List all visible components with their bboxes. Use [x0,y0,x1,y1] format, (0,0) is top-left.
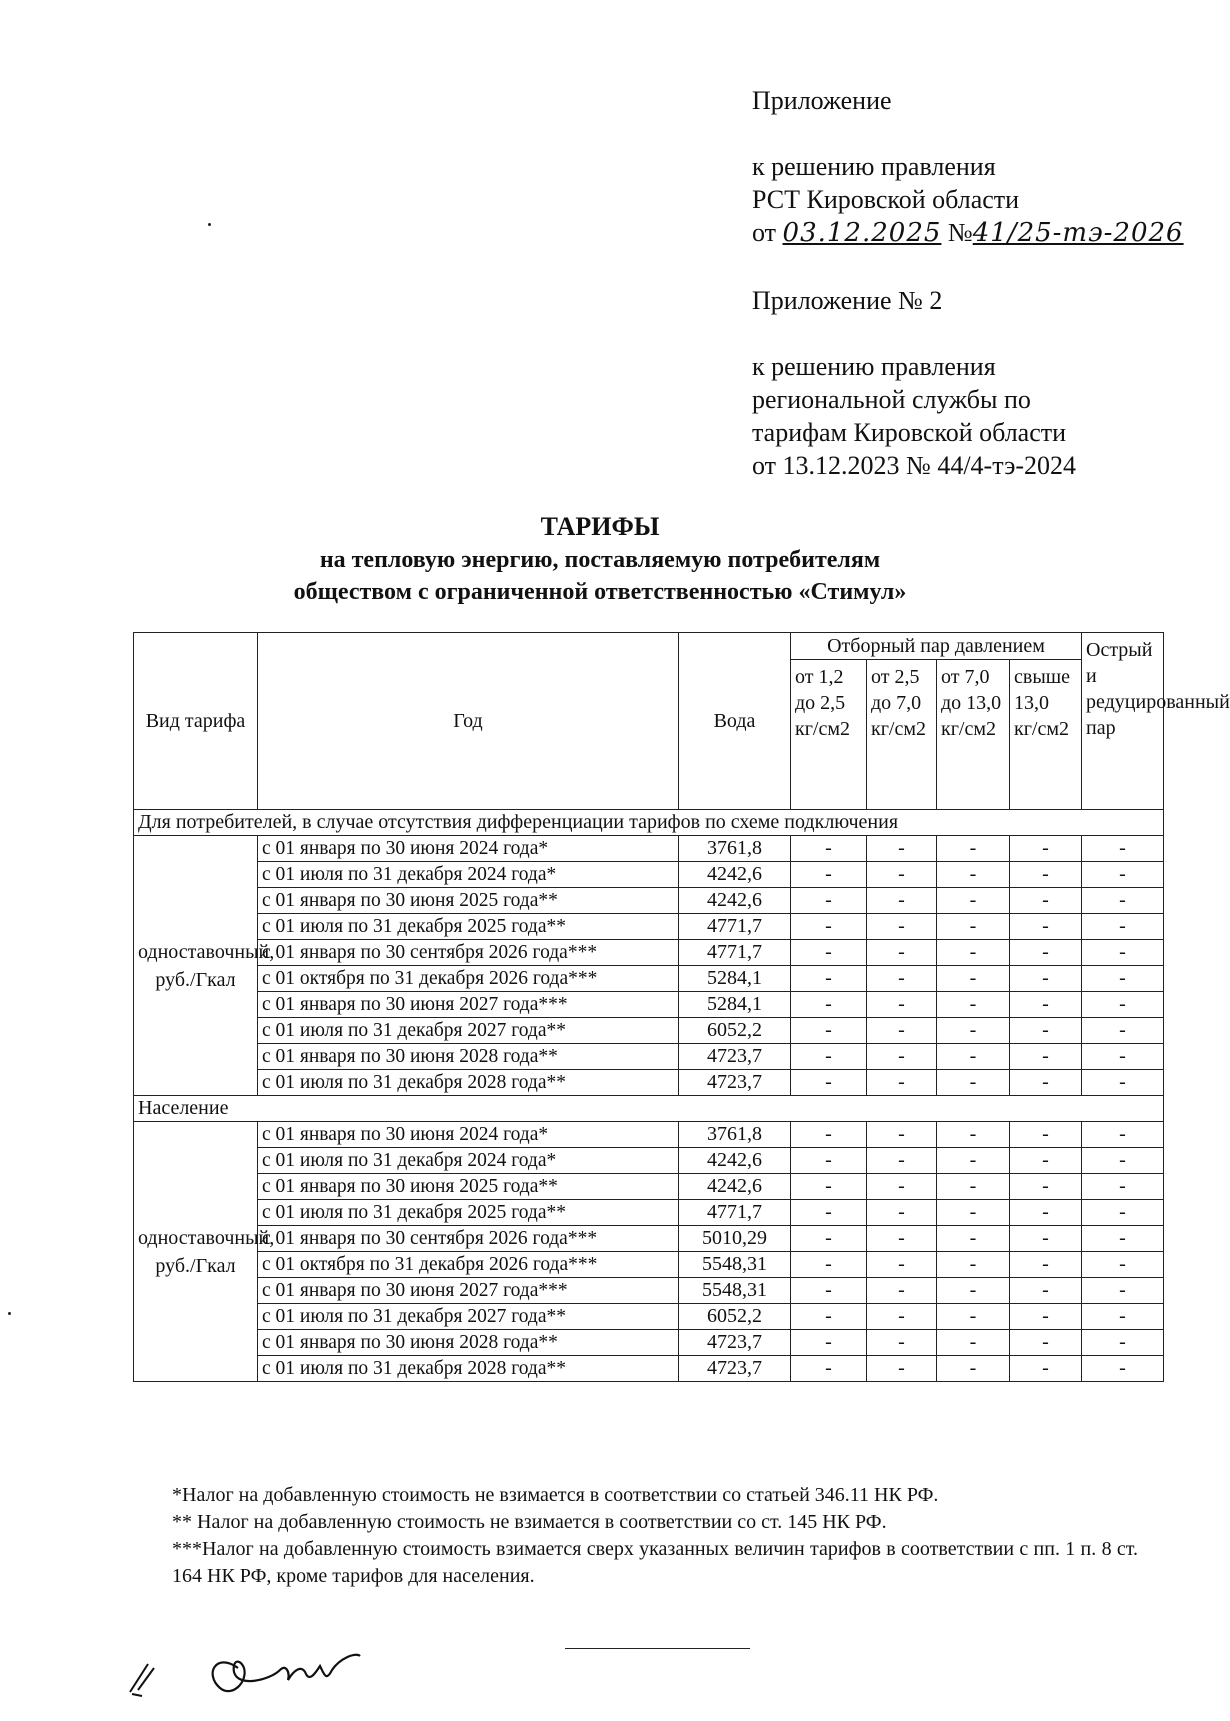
table-row [134,1278,1164,1304]
water-tariff-cell: 6052,2 [679,1018,791,1044]
empty-value-cell: - [1010,1044,1082,1070]
empty-value-cell: - [791,888,867,914]
empty-value-cell: - [1010,1018,1082,1044]
section-label: Для потребителей, в случае отсутствия дифференциации тарифов по схеме подключения [134,810,1164,836]
period-cell: с 01 июля по 31 декабря 2025 года** [258,914,679,940]
empty-value-cell: - [937,914,1010,940]
water-tariff-cell: 4242,6 [679,1174,791,1200]
water-tariff-cell: 5548,31 [679,1252,791,1278]
empty-value-cell: - [937,1200,1010,1226]
empty-value-cell: - [867,940,937,966]
empty-value-cell: - [1010,1252,1082,1278]
empty-value-cell: - [1082,836,1164,862]
period-cell: с 01 января по 30 июня 2027 года*** [258,992,679,1018]
footnote-1: *Налог на добавленную стоимость не взимается в соответствии со статьей 346.11 НК РФ. [172,1484,939,1506]
empty-value-cell: - [1082,888,1164,914]
header-year: Год [258,633,679,810]
header-steam-4: свыше 13,0 кг/см2 [1010,660,1082,810]
tariff-kind-cell: одноставочный, руб./Гкал [134,1122,258,1382]
empty-value-cell: - [867,1070,937,1096]
header-steam-group: Отборный пар давлением [791,633,1082,660]
handwritten-date: 03.12.2025 [782,218,942,248]
empty-value-cell: - [1010,966,1082,992]
water-tariff-cell: 4771,7 [679,940,791,966]
water-tariff-cell: 4771,7 [679,914,791,940]
tariff-table [133,632,1230,1382]
empty-value-cell: - [937,1226,1010,1252]
period-cell: с 01 июля по 31 декабря 2027 года** [258,1304,679,1330]
empty-value-cell: - [1010,1304,1082,1330]
empty-value-cell: - [791,862,867,888]
empty-value-cell: - [1082,1200,1164,1226]
empty-value-cell: - [867,914,937,940]
empty-value-cell: - [1082,966,1164,992]
appendix-title: Приложение [752,86,892,115]
empty-value-cell: - [937,1252,1010,1278]
empty-value-cell: - [791,966,867,992]
water-tariff-cell: 4242,6 [679,888,791,914]
appendix2-header [752,284,1076,482]
appendix-header [752,84,1184,250]
empty-value-cell: - [867,1200,937,1226]
empty-value-cell: - [867,1304,937,1330]
empty-value-cell: - [1082,1252,1164,1278]
section-label: Население [134,1096,1164,1122]
empty-value-cell: - [1082,1330,1164,1356]
period-cell: с 01 июля по 31 декабря 2028 года** [258,1070,679,1096]
table-row [134,992,1164,1018]
empty-value-cell: - [937,940,1010,966]
title-main: ТАРИФЫ [540,512,660,541]
period-cell: с 01 января по 30 сентября 2026 года*** [258,1226,679,1252]
empty-value-cell: - [867,992,937,1018]
empty-value-cell: - [791,836,867,862]
empty-value-cell: - [791,1174,867,1200]
footnote-2: ** Налог на добавленную стоимость не взимается в соответствии со ст. 145 НК РФ. [172,1511,887,1533]
empty-value-cell: - [791,1356,867,1382]
empty-value-cell: - [791,1044,867,1070]
empty-value-cell: - [1010,940,1082,966]
appendix2-ref-line3: тарифам Кировской области [752,418,1067,447]
empty-value-cell: - [1082,1122,1164,1148]
empty-value-cell: - [1082,1278,1164,1304]
appendix2-ref-line1: к решению правления [752,352,996,381]
empty-value-cell: - [937,836,1010,862]
table-row [134,1304,1164,1330]
empty-value-cell: - [937,1356,1010,1382]
header-water: Вода [679,633,791,810]
water-tariff-cell: 5284,1 [679,992,791,1018]
water-tariff-cell: 4242,6 [679,1148,791,1174]
tariff-kind-cell: одноставочный, руб./Гкал [134,836,258,1096]
period-cell: с 01 октября по 31 декабря 2026 года*** [258,1252,679,1278]
footnote-3: ***Налог на добавленную стоимость взимается сверх указанных величин тарифов в соответствии с пп. 1 п. 8 ст. 164 НК РФ, кроме тарифов для населения. [172,1538,1138,1587]
document-title [0,510,1200,608]
empty-value-cell: - [1082,1148,1164,1174]
empty-value-cell: - [1082,1304,1164,1330]
empty-value-cell: - [791,1122,867,1148]
number-prefix: № [947,218,973,247]
empty-value-cell: - [867,1148,937,1174]
empty-value-cell: - [867,966,937,992]
handwritten-number: 41/25-тэ-2026 [972,218,1184,248]
table-row [134,1148,1164,1174]
table-row [134,862,1164,888]
empty-value-cell: - [937,1148,1010,1174]
empty-value-cell: - [1010,1226,1082,1252]
empty-value-cell: - [937,1018,1010,1044]
title-sub1: на тепловую энергию, поставляемую потребителям [319,547,881,573]
appendix2-title: Приложение № 2 [752,286,943,315]
empty-value-cell: - [937,1304,1010,1330]
empty-value-cell: - [867,1174,937,1200]
period-cell: с 01 января по 30 июня 2027 года*** [258,1278,679,1304]
empty-value-cell: - [937,1174,1010,1200]
empty-value-cell: - [1010,1330,1082,1356]
empty-value-cell: - [937,1278,1010,1304]
scan-speck [208,223,211,226]
table-row [134,1200,1164,1226]
empty-value-cell: - [1082,1070,1164,1096]
table-row [134,1252,1164,1278]
water-tariff-cell: 4723,7 [679,1044,791,1070]
empty-value-cell: - [867,1018,937,1044]
water-tariff-cell: 4771,7 [679,1200,791,1226]
table-row [134,1174,1164,1200]
empty-value-cell: - [867,1252,937,1278]
empty-value-cell: - [791,1252,867,1278]
title-sub2: обществом с ограниченной ответственностью «Стимул» [293,579,907,605]
table-row [134,1044,1164,1070]
empty-value-cell: - [1082,940,1164,966]
empty-value-cell: - [867,1278,937,1304]
water-tariff-cell: 3761,8 [679,836,791,862]
empty-value-cell: - [1010,1122,1082,1148]
empty-value-cell: - [791,1330,867,1356]
empty-value-cell: - [937,862,1010,888]
signature-image [120,1612,380,1712]
period-cell: с 01 января по 30 июня 2028 года** [258,1330,679,1356]
period-cell: с 01 июля по 31 декабря 2027 года** [258,1018,679,1044]
empty-value-cell: - [1010,888,1082,914]
water-tariff-cell: 4723,7 [679,1070,791,1096]
appendix-ref-line1: к решению правления [752,152,996,181]
appendix-ref-line2: РСТ Кировской области [752,185,1020,214]
period-cell: с 01 июля по 31 декабря 2024 года* [258,1148,679,1174]
period-cell: с 01 января по 30 сентября 2026 года*** [258,940,679,966]
empty-value-cell: - [867,862,937,888]
appendix2-ref-line2: региональной службы по [752,385,1031,414]
table-row [134,1226,1164,1252]
empty-value-cell: - [937,992,1010,1018]
water-tariff-cell: 5548,31 [679,1278,791,1304]
water-tariff-cell: 4723,7 [679,1330,791,1356]
empty-value-cell: - [1082,1226,1164,1252]
water-tariff-cell: 5010,29 [679,1226,791,1252]
empty-value-cell: - [1010,914,1082,940]
appendix2-ref-line4: от 13.12.2023 № 44/4-тэ-2024 [752,451,1077,480]
water-tariff-cell: 6052,2 [679,1304,791,1330]
empty-value-cell: - [937,888,1010,914]
header-kind: Вид тарифа [134,633,258,810]
empty-value-cell: - [867,1330,937,1356]
empty-value-cell: - [791,1278,867,1304]
table-row [134,914,1164,940]
period-cell: с 01 января по 30 июня 2025 года** [258,1174,679,1200]
empty-value-cell: - [1082,992,1164,1018]
table-row [134,1330,1164,1356]
separator-line [565,1648,750,1649]
period-cell: с 01 января по 30 июня 2024 года* [258,1122,679,1148]
header-sharp-steam: Острый и редуцированный пар [1082,633,1164,810]
empty-value-cell: - [867,1356,937,1382]
empty-value-cell: - [1082,1018,1164,1044]
period-cell: с 01 января по 30 июня 2025 года** [258,888,679,914]
table-row [134,1070,1164,1096]
water-tariff-cell: 5284,1 [679,966,791,992]
empty-value-cell: - [791,992,867,1018]
empty-value-cell: - [1082,1356,1164,1382]
period-cell: с 01 июля по 31 декабря 2025 года** [258,1200,679,1226]
empty-value-cell: - [791,1200,867,1226]
empty-value-cell: - [791,1148,867,1174]
empty-value-cell: - [1010,862,1082,888]
empty-value-cell: - [867,1044,937,1070]
empty-value-cell: - [937,966,1010,992]
empty-value-cell: - [1010,1070,1082,1096]
empty-value-cell: - [1010,992,1082,1018]
empty-value-cell: - [867,1226,937,1252]
empty-value-cell: - [937,1044,1010,1070]
period-cell: с 01 января по 30 июня 2024 года* [258,836,679,862]
appendix-date-line [752,216,1184,250]
empty-value-cell: - [1010,1174,1082,1200]
table-row [134,940,1164,966]
header-steam-2: от 2,5 до 7,0 кг/см2 [867,660,937,810]
empty-value-cell: - [1082,1174,1164,1200]
table-row [134,1018,1164,1044]
empty-value-cell: - [1010,1148,1082,1174]
period-cell: с 01 июля по 31 декабря 2028 года** [258,1356,679,1382]
empty-value-cell: - [1082,1044,1164,1070]
empty-value-cell: - [1010,836,1082,862]
empty-value-cell: - [937,1122,1010,1148]
water-tariff-cell: 3761,8 [679,1122,791,1148]
water-tariff-cell: 4723,7 [679,1356,791,1382]
empty-value-cell: - [791,914,867,940]
empty-value-cell: - [791,1226,867,1252]
scan-speck [8,1312,11,1315]
empty-value-cell: - [791,1018,867,1044]
date-prefix: от [752,218,777,247]
empty-value-cell: - [867,1122,937,1148]
footnotes [172,1482,1138,1590]
water-tariff-cell: 4242,6 [679,862,791,888]
empty-value-cell: - [791,1070,867,1096]
header-steam-3: от 7,0 до 13,0 кг/см2 [937,660,1010,810]
empty-value-cell: - [867,888,937,914]
period-cell: с 01 октября по 31 декабря 2026 года*** [258,966,679,992]
table-row [134,966,1164,992]
header-steam-1: от 1,2 до 2,5 кг/см2 [791,660,867,810]
empty-value-cell: - [791,940,867,966]
table-row [134,1122,1164,1148]
period-cell: с 01 января по 30 июня 2028 года** [258,1044,679,1070]
tariff-body [134,810,1164,1382]
empty-value-cell: - [1010,1200,1082,1226]
period-cell: с 01 июля по 31 декабря 2024 года* [258,862,679,888]
empty-value-cell: - [1010,1278,1082,1304]
empty-value-cell: - [867,836,937,862]
empty-value-cell: - [937,1070,1010,1096]
table-row [134,888,1164,914]
empty-value-cell: - [1082,914,1164,940]
empty-value-cell: - [1010,1356,1082,1382]
empty-value-cell: - [937,1330,1010,1356]
table-row [134,1356,1164,1382]
empty-value-cell: - [1082,862,1164,888]
empty-value-cell: - [791,1304,867,1330]
table-row [134,836,1164,862]
